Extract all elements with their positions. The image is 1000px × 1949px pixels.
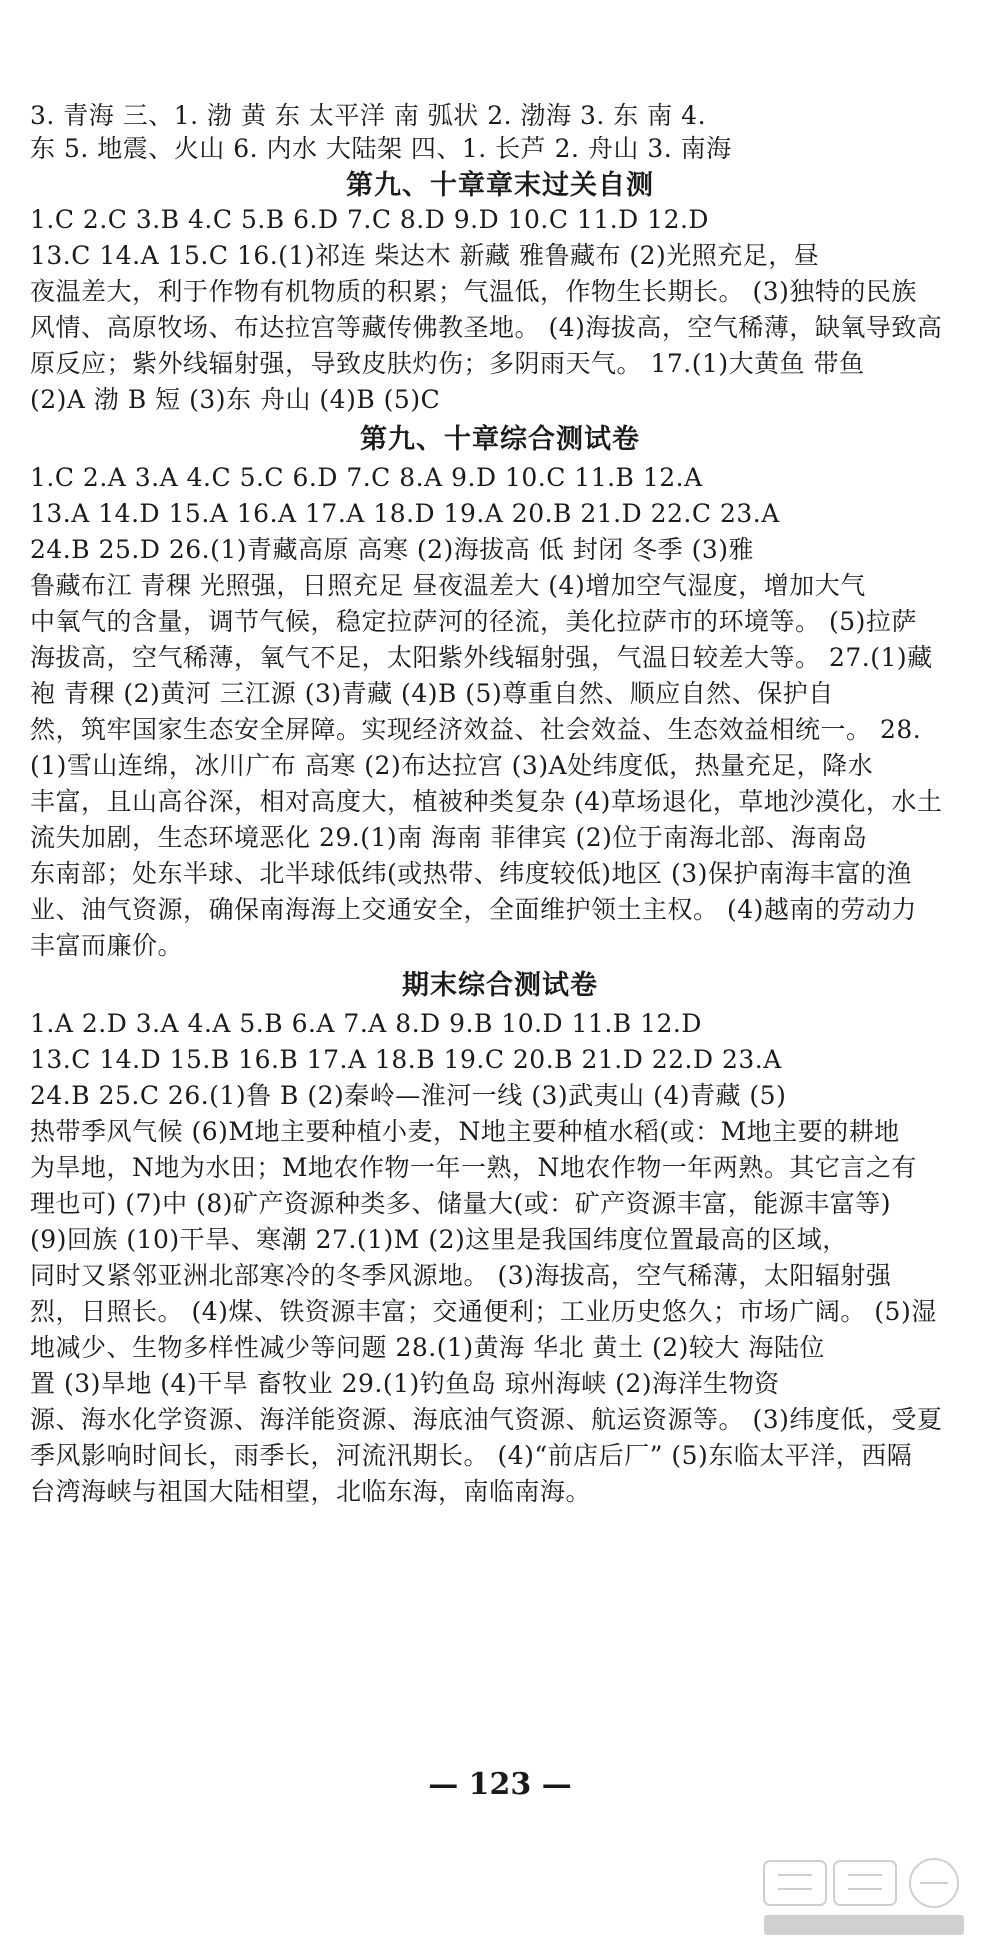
answer-line: 置 (3)旱地 (4)干旱 畜牧业 29.(1)钓鱼岛 琼州海峡 (2)海洋生物资 bbox=[30, 1369, 780, 1398]
answer-line: 夜温差大，利于作物有机物质的积累；气温低，作物生长期长。 (3)独特的民族 bbox=[30, 277, 917, 306]
answer-line: 季风影响时间长，雨季长，河流汛期长。 (4)“前店后厂” (5)东临太平洋，西隔 bbox=[30, 1441, 913, 1470]
answer-line: 海拔高，空气稀薄，氧气不足，太阳紫外线辐射强，气温日较差大等。 27.(1)藏 bbox=[30, 643, 933, 672]
answer-line: (2)A 渤 B 短 (3)东 舟山 (4)B (5)C bbox=[30, 385, 441, 414]
answer-line: 丰富，且山高谷深，相对高度大，植被种类复杂 (4)草场退化，草地沙漠化，水土 bbox=[30, 787, 943, 816]
answer-line: 同时又紧邻亚洲北部寒冷的冬季风源地。 (3)海拔高，空气稀薄，太阳辐射强 bbox=[30, 1261, 892, 1290]
answer-line: 1.C 2.C 3.B 4.C 5.B 6.D 7.C 8.D 9.D 10.C 11.D 12.D bbox=[30, 205, 709, 234]
answer-line: 1.C 2.A 3.A 4.C 5.C 6.D 7.C 8.A 9.D 10.C 11.B 12.A bbox=[30, 463, 703, 492]
answer-line: 为旱地，N地为水田；M地农作物一年一熟，N地农作物一年两熟。其它言之有 bbox=[30, 1153, 917, 1182]
answer-line: 流失加剧，生态环境恶化 29.(1)南 海南 菲律宾 (2)位于南海北部、海南岛 bbox=[30, 823, 868, 852]
answer-line: 中氧气的含量，调节气候，稳定拉萨河的径流，美化拉萨市的环境等。 (5)拉萨 bbox=[30, 607, 917, 636]
answer-line: (9)回族 (10)干旱、寒潮 27.(1)M (2)这里是我国纬度位置最高的区域， bbox=[30, 1225, 848, 1254]
intro-line: 3. 青海 三、1. 渤 黄 东 太平洋 南 弧状 2. 渤海 3. 东 南 4. bbox=[30, 101, 707, 130]
answer-line: 风情、高原牧场、布达拉宫等藏传佛教圣地。 (4)海拔高，空气稀薄，缺氧导致高 bbox=[30, 313, 943, 342]
watermark-logo bbox=[758, 1855, 978, 1940]
answer-line: 袍 青稞 (2)黄河 三江源 (3)青藏 (4)B (5)尊重自然、顺应自然、保护自 bbox=[30, 679, 834, 708]
answer-line: 24.B 25.C 26.(1)鲁 B (2)秦岭—淮河一线 (3)武夷山 (4)青藏 (5) bbox=[30, 1081, 787, 1110]
section-title: 第九、十章综合测试卷 bbox=[360, 424, 640, 455]
answer-line: 烈，日照长。 (4)煤、铁资源丰富；交通便利；工业历史悠久；市场广阔。 (5)湿 bbox=[30, 1297, 937, 1326]
page-number: — 123 — bbox=[428, 1767, 572, 1802]
answer-line: 鲁藏布江 青稞 光照强，日照充足 昼夜温差大 (4)增加空气湿度，增加大气 bbox=[30, 571, 866, 600]
answer-line: (1)雪山连绵，冰川广布 高寒 (2)布达拉宫 (3)A处纬度低，热量充足，降水 bbox=[30, 751, 874, 780]
answer-line: 13.A 14.D 15.A 16.A 17.A 18.D 19.A 20.B 21.D 22.C 23.A bbox=[30, 499, 780, 528]
answer-line: 地减少、生物多样性减少等问题 28.(1)黄海 华北 黄土 (2)较大 海陆位 bbox=[30, 1333, 825, 1362]
section-title: 期末综合测试卷 bbox=[402, 970, 598, 1001]
answer-line: 热带季风气候 (6)M地主要种植小麦，N地主要种植水稻(或：M地主要的耕地 bbox=[30, 1117, 900, 1146]
intro-line: 东 5. 地震、火山 6. 内水 大陆架 四、1. 长芦 2. 舟山 3. 南海 bbox=[30, 134, 732, 163]
answer-line: 13.C 14.D 15.B 16.B 17.A 18.B 19.C 20.B 21.D 22.D 23.A bbox=[30, 1045, 782, 1074]
answer-line: 1.A 2.D 3.A 4.A 5.B 6.A 7.A 8.D 9.B 10.D 11.B 12.D bbox=[30, 1009, 702, 1038]
answer-line: 原反应；紫外线辐射强，导致皮肤灼伤；多阴雨天气。 17.(1)大黄鱼 带鱼 bbox=[30, 349, 865, 378]
answer-line: 源、海水化学资源、海洋能资源、海底油气资源、航运资源等。 (3)纬度低，受夏 bbox=[30, 1405, 943, 1434]
answer-line: 丰富而廉价。 bbox=[30, 931, 184, 960]
answer-line: 东南部；处东半球、北半球低纬(或热带、纬度较低)地区 (3)保护南海丰富的渔 bbox=[30, 859, 912, 888]
section-title: 第九、十章章末过关自测 bbox=[346, 170, 654, 201]
answer-line: 业、油气资源，确保南海海上交通安全，全面维护领土主权。 (4)越南的劳动力 bbox=[30, 895, 917, 924]
answer-line: 然，筑牢国家生态安全屏障。实现经济效益、社会效益、生态效益相统一。 28. bbox=[30, 715, 922, 744]
answer-line: 24.B 25.D 26.(1)青藏高原 高寒 (2)海拔高 低 封闭 冬季 (3)雅 bbox=[30, 535, 755, 564]
answer-line: 13.C 14.A 15.C 16.(1)祁连 柴达木 新藏 雅鲁藏布 (2)光照充足，昼 bbox=[30, 241, 820, 270]
answer-line: 理也可) (7)中 (8)矿产资源种类多、储量大(或：矿产资源丰富，能源丰富等) bbox=[30, 1189, 891, 1218]
answer-line: 台湾海峡与祖国大陆相望，北临东海，南临南海。 bbox=[30, 1477, 592, 1506]
